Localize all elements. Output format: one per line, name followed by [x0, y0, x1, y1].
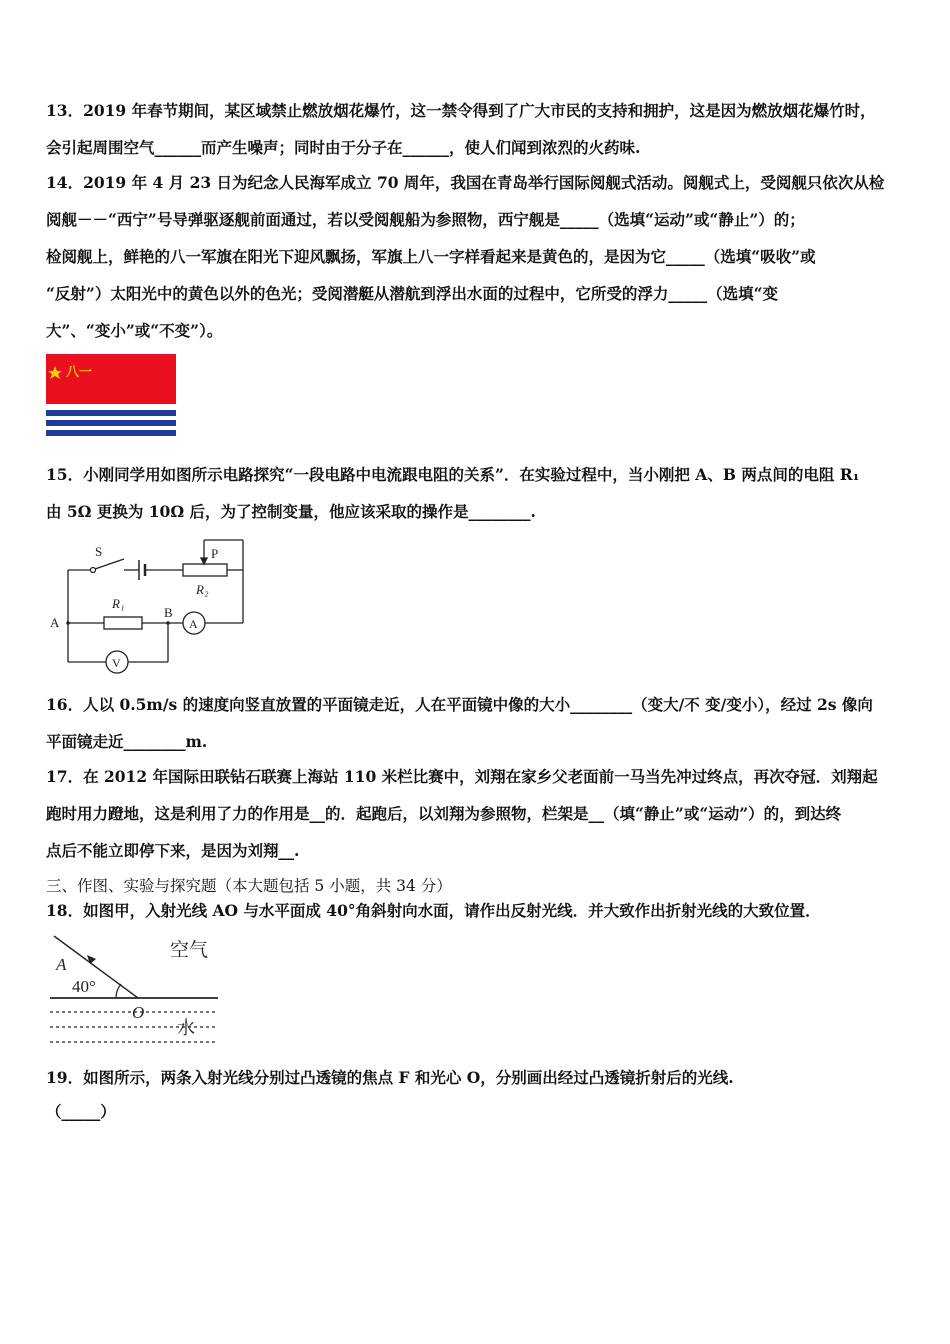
- q15-line-1: 15．小刚同学用如图所示电路探究“一段电路中电流跟电阻的关系”．在实验过程中，当小刚把 A、B 两点间的电阻 R₁: [46, 465, 860, 484]
- label-s: S: [95, 544, 103, 559]
- flag-bayi-text: 八一: [66, 364, 93, 379]
- q13-line-1: 13．2019 年春节期间，某区域禁止燃放烟花爆竹，这一禁令得到了广大市民的支持和拥护，这是因为燃放烟花爆竹时，: [46, 101, 876, 120]
- switch-pivot: [91, 568, 96, 573]
- label-p: P: [211, 546, 219, 561]
- flag-red-field: [46, 354, 176, 404]
- q17-line-2: 跑时用力蹬地，这是利用了力的作用是__的．起跑后，以刘翔为参照物，栏架是__（填“静止”或“运动”）的，到达终: [46, 804, 842, 823]
- flag-stripe-white-1: [46, 404, 176, 410]
- angle-arc: [116, 984, 121, 998]
- flag-stripe-blue-1: [46, 410, 176, 416]
- q14-line-1: 14．2019 年 4 月 23 日为纪念人民海军成立 70 周年，我国在青岛举行国际阅舰式活动。阅舰式上，受阅舰只依次从检: [46, 173, 885, 192]
- circuit-diagram: [46, 540, 256, 670]
- q16-line-2: 平面镜走近________m.: [46, 732, 208, 751]
- q14-line-5: 大”、“变小”或“不变”）。: [46, 321, 223, 340]
- naval-flag-figure: [46, 354, 176, 436]
- q14-line-4: “反射”）太阳光中的黄色以外的色光；受阅潜艇从潜航到浮出水面的过程中，它所受的浮力_____（选填“变: [46, 284, 778, 303]
- section-3-heading: 三、作图、实验与探究题（本大题包括 5 小题，共 34 分）: [46, 877, 452, 895]
- flag-stripe-white-2: [46, 416, 176, 420]
- q13-line-2: 会引起周围空气______而产生噪声；同时由于分子在______，使人们闻到浓烈的火药味.: [46, 138, 641, 157]
- q17-line-3: 点后不能立即停下来，是因为刘翔__.: [46, 841, 300, 860]
- switch-lever: [95, 559, 124, 569]
- q18-line-1: 18．如图甲，入射光线 AO 与水平面成 40°角斜射向水面，请作出反射光线．并大致作出折射光线的大致位置．: [46, 901, 821, 920]
- ammeter-label: A: [189, 617, 198, 631]
- label-angle: 40°: [72, 977, 96, 996]
- label-b: B: [164, 605, 173, 620]
- node-b: [166, 621, 170, 625]
- q16-line-1: 16．人以 0.5m/s 的速度向竖直放置的平面镜走近，人在平面镜中像的大小________（变大/不 变/变小），经过 2s 像向: [46, 695, 873, 714]
- q17-line-1: 17．在 2012 年国际田联钻石联赛上海站 110 米栏比赛中，刘翔在家乡父老面前一马当先冲过终点，再次夺冠．刘翔起: [46, 767, 878, 786]
- flag-stripe-blue-3: [46, 430, 176, 436]
- flag-stripe-white-3: [46, 426, 176, 430]
- q19-answer-blank: （_____）: [46, 1102, 116, 1121]
- q15-line-2: 由 5Ω 更换为 10Ω 后，为了控制变量，他应该采取的操作是________.: [46, 502, 536, 521]
- rheostat-r2: [183, 564, 227, 576]
- label-air: 空气: [170, 939, 209, 961]
- q19-line-1: 19．如图所示，两条入射光线分别过凸透镜的焦点 F 和光心 O，分别画出经过凸透镜折射后的光线.: [46, 1068, 734, 1087]
- resistor-r1: [104, 617, 142, 629]
- label-water: 水: [177, 1018, 195, 1039]
- label-r2: R₂: [196, 582, 209, 597]
- ray-arrow: [87, 955, 96, 964]
- node-a: [66, 621, 70, 625]
- refraction-diagram: [46, 932, 222, 1054]
- slider-arrow: [201, 558, 207, 564]
- label-a: A: [56, 955, 67, 974]
- voltmeter-label: V: [112, 656, 121, 670]
- label-a: A: [50, 615, 60, 630]
- incident-ray-ao: [54, 936, 138, 998]
- q14-line-2: 阅舰－－“西宁”号导弹驱逐舰前面通过，若以受阅舰船为参照物，西宁舰是_____（选填“运动”或“静止”）的；: [46, 210, 805, 229]
- label-o: O: [132, 1003, 145, 1022]
- flag-stripe-blue-2: [46, 420, 176, 426]
- label-r1: R₁: [112, 596, 125, 611]
- q14-line-3: 检阅舰上，鲜艳的八一军旗在阳光下迎风飘扬，军旗上八一字样看起来是黄色的，是因为它_____（选填“吸收”或: [46, 247, 816, 266]
